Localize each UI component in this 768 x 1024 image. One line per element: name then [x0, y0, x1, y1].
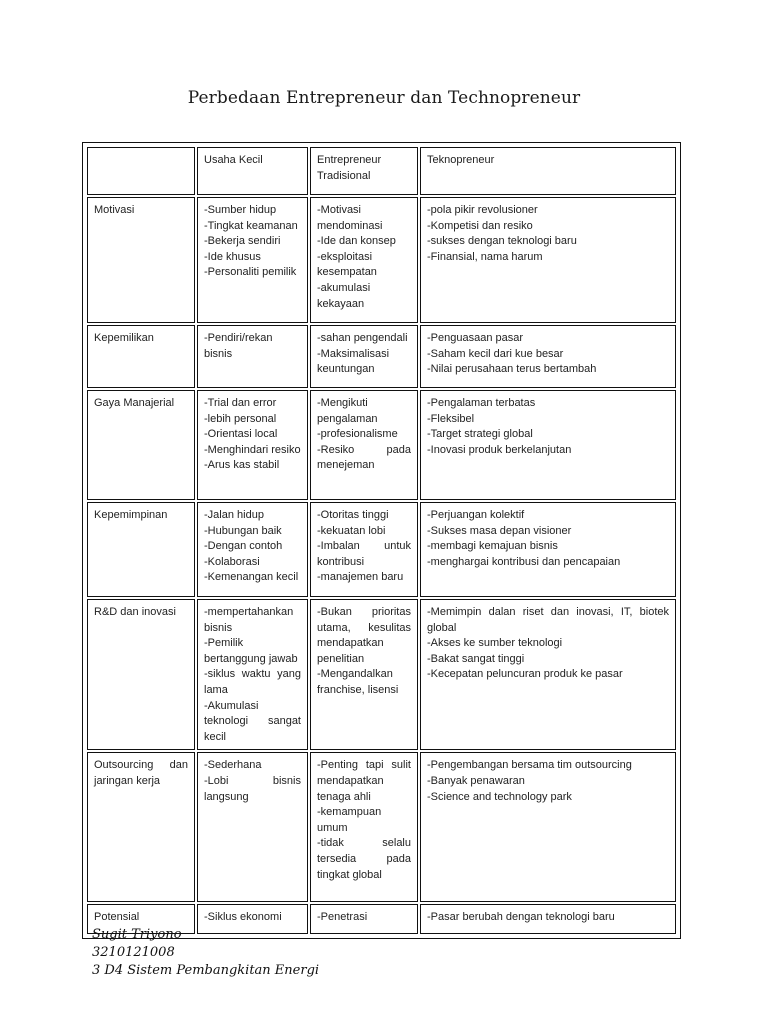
- page-title: Perbedaan Entrepreneur dan Technopreneur: [187, 88, 581, 108]
- author-id: 3210121008: [92, 945, 175, 960]
- author-info: [92, 926, 319, 980]
- cell-entrepreneur: -Otoritas tinggi -kekuatan lobi -Imbalan untuk kontribusi -manajemen baru: [310, 502, 418, 597]
- cell-usaha-kecil: -Pendiri/rekan bisnis: [197, 325, 308, 388]
- table-row: [87, 197, 676, 323]
- cell-entrepreneur: -Penting tapi sulit mendapatkan tenaga ahli -kemampuan umum -tidak selalu tersedia pada tingkat global: [310, 752, 418, 902]
- cell-teknopreneur: -Memimpin dalan riset dan inovasi, IT, biotek global -Akses ke sumber teknologi -Bakat sangat tinggi -Kecepatan peluncuran produk ke pasar: [420, 599, 676, 750]
- row-label-cell: Potensial: [87, 904, 195, 934]
- header-cell-entrepreneur: Entrepreneur Tradisional: [310, 147, 418, 195]
- header-cell-usaha-kecil: Usaha Kecil: [197, 147, 308, 195]
- cell-usaha-kecil: -Jalan hidup -Hubungan baik -Dengan contoh -Kolaborasi -Kemenangan kecil: [197, 502, 308, 597]
- table-row: [87, 752, 676, 902]
- cell-teknopreneur: -Pengembangan bersama tim outsourcing -Banyak penawaran -Science and technology park: [420, 752, 676, 902]
- cell-usaha-kecil: -Sumber hidup -Tingkat keamanan -Bekerja sendiri -Ide khusus -Personaliti pemilik: [197, 197, 308, 323]
- cell-teknopreneur: -Pengalaman terbatas -Fleksibel -Target strategi global -Inovasi produk berkelanjutan: [420, 390, 676, 500]
- cell-entrepreneur: -Mengikuti pengalaman -profesionalisme -Resiko pada menejeman: [310, 390, 418, 500]
- cell-entrepreneur: -Bukan prioritas utama, kesulitas mendapatkan penelitian -Mengandalkan franchise, lisensi: [310, 599, 418, 750]
- table-row: [87, 325, 676, 388]
- author-name: Sugit Triyono: [92, 927, 182, 942]
- row-label-cell: Gaya Manajerial: [87, 390, 195, 500]
- cell-teknopreneur: -Penguasaan pasar -Saham kecil dari kue besar -Nilai perusahaan terus bertambah: [420, 325, 676, 388]
- table-header-row: [87, 147, 676, 195]
- cell-teknopreneur: -pola pikir revolusioner -Kompetisi dan resiko -sukses dengan teknologi baru -Finansial, nama harum: [420, 197, 676, 323]
- cell-usaha-kecil: -mempertahankan bisnis -Pemilik bertanggung jawab -siklus waktu yang lama -Akumulasi teknologi sangat kecil: [197, 599, 308, 750]
- author-program: 3 D4 Sistem Pembangkitan Energi: [92, 963, 320, 978]
- row-label-cell: Kepemimpinan: [87, 502, 195, 597]
- cell-teknopreneur: -Perjuangan kolektif -Sukses masa depan visioner -membagi kemajuan bisnis -menghargai kontribusi dan pencapaian: [420, 502, 676, 597]
- table-row: [87, 502, 676, 597]
- table-row: [87, 390, 676, 500]
- cell-entrepreneur: -Penetrasi: [310, 904, 418, 934]
- row-label-cell: Outsourcing dan jaringan kerja: [87, 752, 195, 902]
- row-label-cell: Motivasi: [87, 197, 195, 323]
- cell-usaha-kecil: -Siklus ekonomi: [197, 904, 308, 934]
- header-cell-teknopreneur: Teknopreneur: [420, 147, 676, 195]
- row-label-cell: R&D dan inovasi: [87, 599, 195, 750]
- comparison-table: [82, 142, 681, 939]
- cell-entrepreneur: -Motivasi mendominasi -Ide dan konsep -eksploitasi kesempatan -akumulasi kekayaan: [310, 197, 418, 323]
- header-cell-empty: [87, 147, 195, 195]
- table-row: [87, 599, 676, 750]
- cell-usaha-kecil: -Trial dan error -lebih personal -Orientasi local -Menghindari resiko -Arus kas stabil: [197, 390, 308, 500]
- row-label-cell: Kepemilikan: [87, 325, 195, 388]
- cell-entrepreneur: -sahan pengendali -Maksimalisasi keuntungan: [310, 325, 418, 388]
- cell-usaha-kecil: -Sederhana -Lobi bisnis langsung: [197, 752, 308, 902]
- cell-teknopreneur: -Pasar berubah dengan teknologi baru: [420, 904, 676, 934]
